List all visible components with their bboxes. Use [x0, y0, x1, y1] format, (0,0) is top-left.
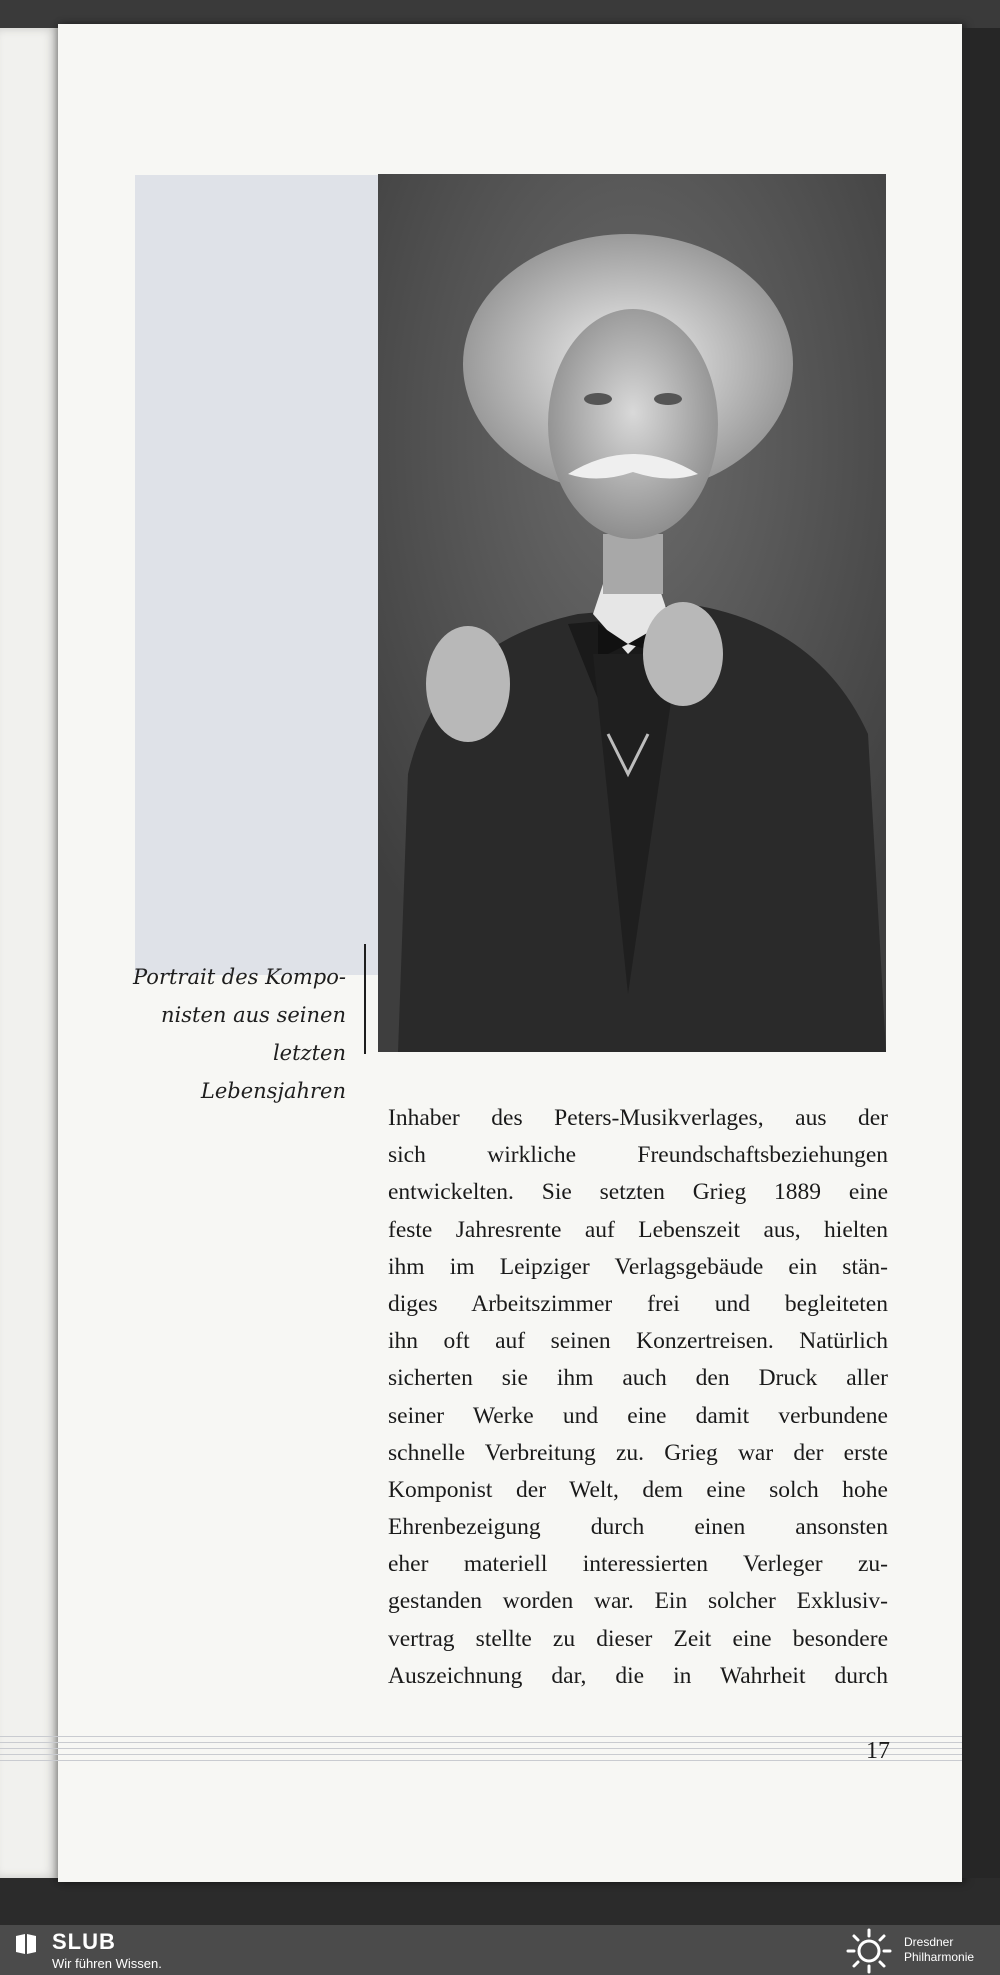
slub-tagline: Wir führen Wissen.	[52, 1956, 162, 1971]
caption-rule	[364, 944, 366, 1054]
text-line: vertrag stellte zu dieser Zeit eine besondere	[388, 1625, 888, 1652]
text-line: Auszeichnung dar, die in Wahrheit durch	[388, 1662, 888, 1689]
caption-line: nisten aus seinen	[161, 1003, 346, 1027]
slub-name[interactable]: SLUB	[52, 1929, 116, 1954]
partner-name-line: Dresdner	[904, 1935, 954, 1949]
text-line: Inhaber des Peters-Musikverlages, aus der	[388, 1105, 888, 1131]
text-line: sicherten sie ihm auch den Druck aller	[388, 1365, 888, 1392]
left-page-edge	[0, 28, 58, 1878]
slub-book-icon	[14, 1932, 38, 1956]
text-line: seiner Werke und eine damit verbundene	[388, 1402, 888, 1429]
text-line: gestanden worden war. Ein solcher Exklusiv-	[388, 1588, 888, 1615]
text-line: eher materiell interessierten Verleger zu-	[388, 1551, 888, 1578]
composer-portrait-photo	[378, 174, 886, 1052]
partner-name-line: Philharmonie	[904, 1950, 975, 1964]
page-number: 17	[866, 1738, 890, 1764]
music-staff-decoration	[0, 1736, 962, 1776]
photo-caption	[130, 958, 346, 1110]
text-line: diges Arbeitszimmer frei und begleiteten	[388, 1290, 888, 1317]
dresdner-philharmonie-sun-icon	[846, 1928, 892, 1974]
text-line: ihm im Leipziger Verlagsgebäude ein stän-	[388, 1253, 888, 1280]
text-line: feste Jahresrente auf Lebenszeit aus, hielten	[388, 1216, 888, 1243]
scanner-background-right	[962, 28, 1000, 1878]
text-line: sich wirkliche Freundschaftsbeziehungen	[388, 1142, 888, 1169]
text-line: Komponist der Welt, dem eine solch hohe	[388, 1476, 888, 1503]
text-line: ihn oft auf seinen Konzertreisen. Natürlich	[388, 1328, 888, 1355]
caption-line: Portrait des Kompo-	[133, 965, 346, 989]
text-line: schnelle Verbreitung zu. Grieg war der erste	[388, 1439, 888, 1466]
text-line: Ehrenbezeigung durch einen ansonsten	[388, 1514, 888, 1541]
body-paragraph	[388, 1100, 888, 1695]
text-line: entwickelten. Sie setzten Grieg 1889 eine	[388, 1179, 888, 1206]
caption-line: letzten Lebensjahren	[200, 1041, 346, 1103]
partner-name[interactable]	[904, 1935, 996, 1965]
show-through-block	[135, 175, 380, 975]
